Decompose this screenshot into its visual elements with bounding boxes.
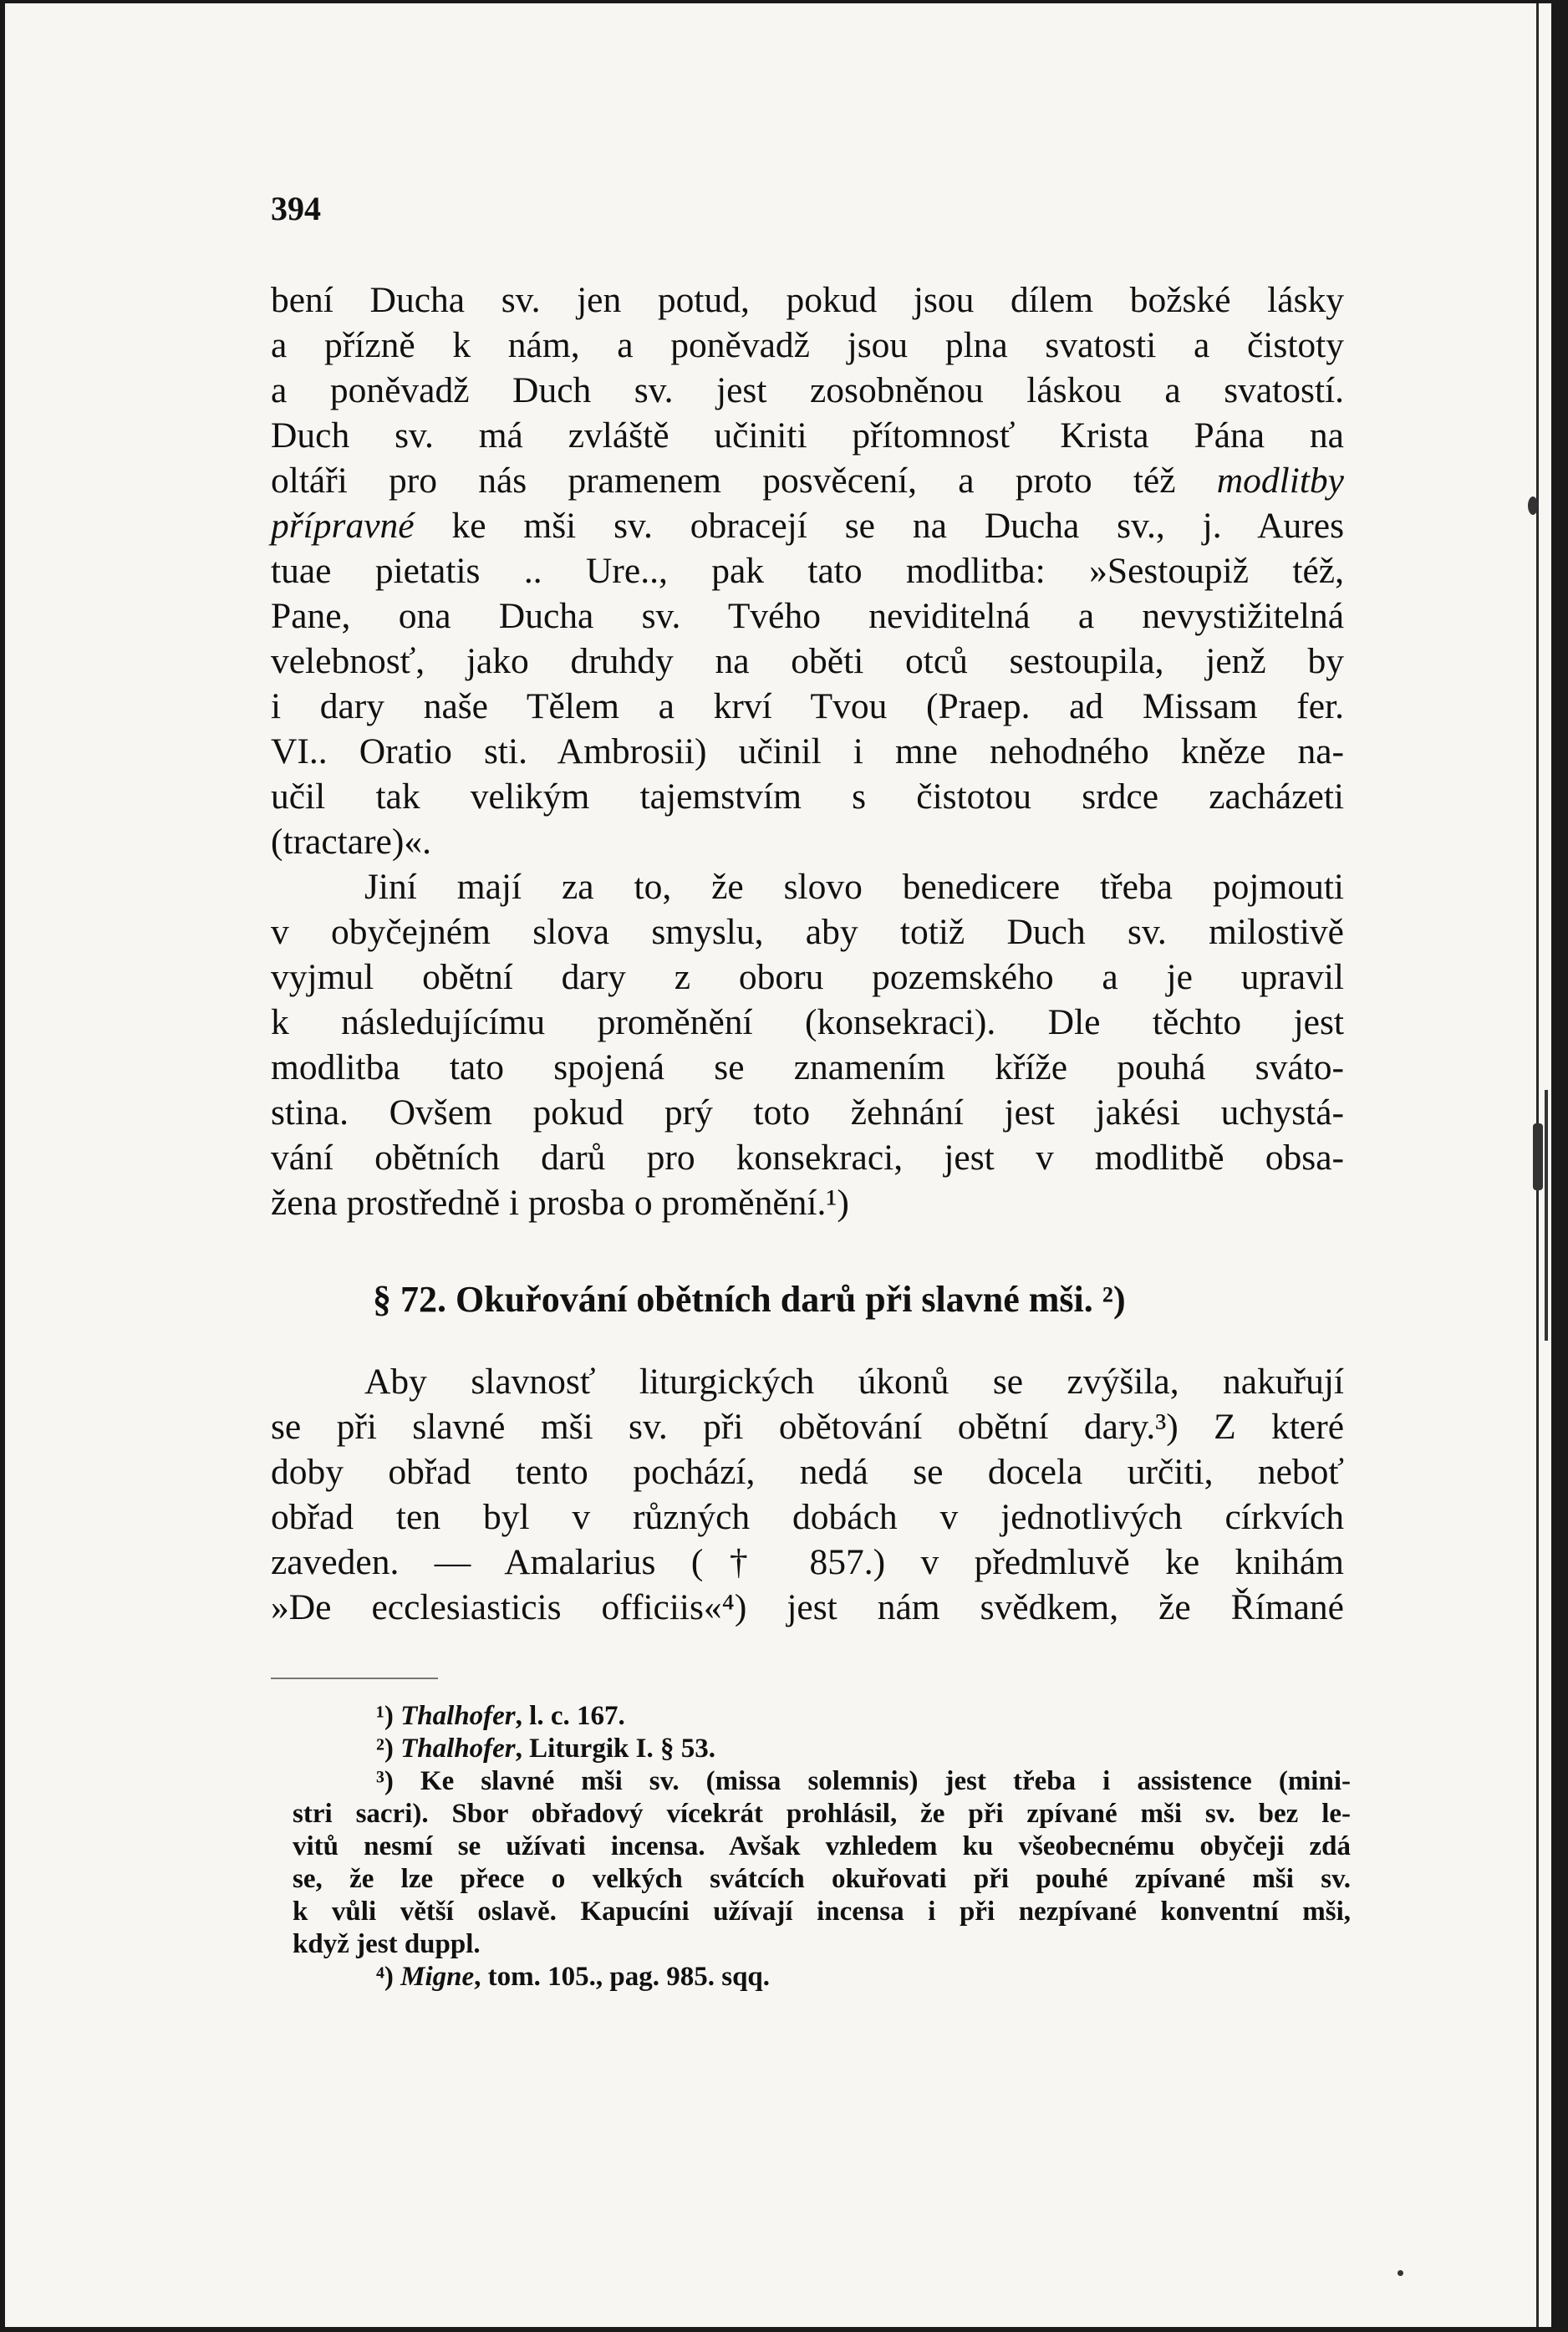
text-line: přípravné ke mši sv. obracejí se na Ducha sv., j. Aures [271,506,1344,546]
text-line: Pane, ona Ducha sv. Tvého neviditelná a nevystižitelná [271,596,1344,636]
text-line: bení Ducha sv. jen potud, pokud jsou dílem božské lásky [271,280,1344,320]
text-line: tuae pietatis .. Ure.., pak tato modlitba: »Sestoupiž též, [271,551,1344,591]
page-number: 394 [271,190,321,227]
footnote-divider [271,1678,438,1679]
paragraph-1 [271,277,1344,864]
text-line: a přízně k nám, a poněvadž jsou plna svatosti a čistoty [271,325,1344,365]
author-name: Migne [400,1962,475,1992]
footnote-4: ⁴) Migne, tom. 105., pag. 985. sqq. [376,1962,771,1992]
text-line: VI.. Oratio sti. Ambrosii) učinil i mne nehodného kněze na- [271,731,1344,771]
text-line: modlitba tato spojená se znamením kříže pouhá sváto- [271,1047,1344,1087]
text-line: zaveden. — Amalarius († 857.) v předmluvě ke knihám [271,1542,1344,1582]
text-line: vyjmul obětní dary z oboru pozemského a je upravil [271,957,1344,997]
footnote-3-line: se, že lze přece o velkých svátcích okuřovati při pouhé zpívané mši sv. [293,1864,1351,1894]
section-heading: § 72. Okuřování obětních darů při slavné mši. ²) [373,1279,1126,1320]
page-edge-mark [1545,1090,1548,1341]
text-line: i dary naše Tělem a krví Tvou (Praep. ad Missam fer. [271,686,1344,726]
text-line: k následujícímu proměnění (konsekraci). Dle těchto jest [271,1002,1344,1042]
footnote-3-line: vitů nesmí se užívati incensa. Avšak vzhledem ku všeobecnému obyčeji zdá [293,1831,1351,1861]
italic-term: modlitby [1216,461,1344,501]
text-line: v obyčejném slova smyslu, aby totiž Duch sv. milostivě [271,912,1344,952]
author-name: Thalhofer [400,1701,516,1731]
footnote-1: ¹) Thalhofer, l. c. 167. [376,1701,625,1731]
text-line: se při slavné mši sv. při obětování obětní dary.³) Z které [271,1407,1344,1447]
text-line: Aby slavnosť liturgických úkonů se zvýšila, nakuřují [364,1362,1344,1402]
margin-mark [1533,1123,1543,1190]
footnote-3-line: k vůli větší oslavě. Kapucíni užívají incensa i při nezpívané konventní mši, [293,1897,1351,1927]
text-line: (tractare)«. [271,822,431,862]
text-line: a poněvadž Duch sv. jest zosobněnou láskou a svatostí. [271,370,1344,410]
footnotes [293,1700,1351,1993]
italic-term: přípravné [271,506,415,546]
text-line: velebnosť, jako druhdy na oběti otců sestoupila, jenž by [271,641,1344,681]
footnote-2: ²) Thalhofer, Liturgik I. § 53. [376,1734,715,1764]
text-line: Duch sv. má zvláště učiniti přítomnosť Krista Pána na [271,415,1344,456]
footnote-3-line: když jest duppl. [293,1929,481,1959]
text-line: učil tak velikým tajemstvím s čistotou srdce zacházeti [271,776,1344,817]
text-line: žena prostředně i prosba o proměnění.¹) [271,1183,849,1223]
book-page [5,3,1551,2327]
text-line: doby obřad tento pochází, nedá se docela určiti, neboť [271,1452,1344,1492]
text-line: vání obětních darů pro konsekraci, jest v modlitbě obsa- [271,1138,1344,1178]
margin-speck [1397,2270,1403,2276]
text-line: oltáři pro nás pramenem posvěcení, a proto též modlitby [271,461,1344,501]
footnote-3-line: ³) Ke slavné mši sv. (missa solemnis) jest třeba i assistence (mini- [376,1766,1351,1796]
text-line: stina. Ovšem pokud prý toto žehnání jest jakési uchystá- [271,1092,1344,1133]
text-line: Jiní mají za to, že slovo benedicere třeba pojmouti [364,867,1344,907]
margin-mark [1528,496,1538,515]
footnote-3-line: stri sacri). Sbor obřadový vícekrát prohlásil, že při zpívané mši sv. bez le- [293,1799,1351,1829]
author-name: Thalhofer [400,1734,516,1764]
paragraph-2 [271,864,1344,1225]
text-line: »De ecclesiasticis officiis«⁴) jest nám svědkem, že Římané [271,1587,1344,1627]
paragraph-3 [271,1359,1344,1630]
text-line: obřad ten byl v různých dobách v jednotlivých církvích [271,1497,1344,1537]
